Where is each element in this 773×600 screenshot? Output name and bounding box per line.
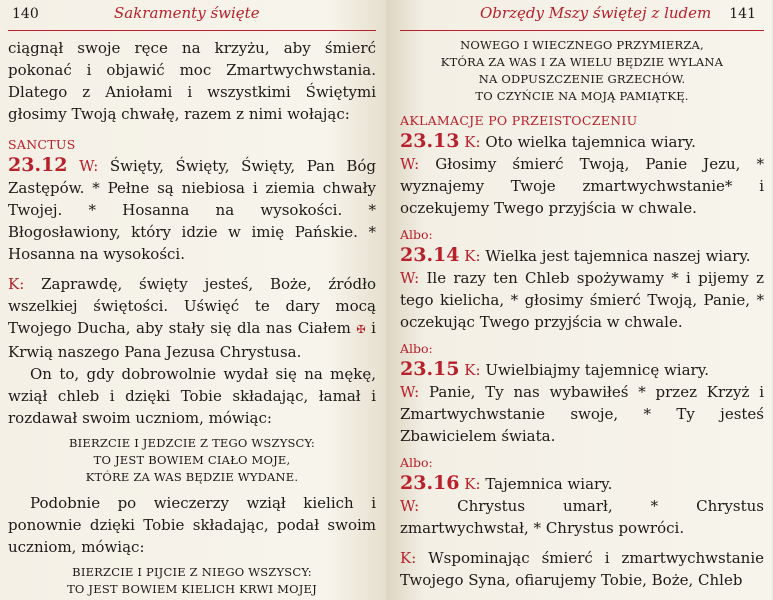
section-number: 23.15 bbox=[400, 358, 460, 380]
epiclesis-text-b: i Krwią naszego Pana Jezusa Chrystusa. bbox=[8, 319, 376, 361]
cup-line: TO JEST BOWIEM KIELICH KRWI MOJEJ bbox=[67, 582, 317, 596]
acclamation-text: Głosimy śmierć Twoją, Panie Jezu, * wyznajemy Twoje zmartwychwstanie* i oczekujemy Twego przyjścia w chwale. bbox=[400, 155, 764, 217]
albo-label: Albo: bbox=[400, 227, 433, 242]
acclamation-15-priest bbox=[400, 358, 764, 381]
anamnesis-text: Wspominając śmierć i zmartwychwstanie Twojego Syna, ofiarujemy Tobie, Boże, Chleb bbox=[400, 549, 764, 589]
acclamation-text: Oto wielka tajemnica wiary. bbox=[485, 133, 696, 151]
acclamation-text: Panie, Ty nas wybawiłeś * przez Krzyż i Zmartwychwstanie swoje, * Ty jesteś Zbawicielem świata. bbox=[400, 383, 764, 445]
priest-marker: K: bbox=[464, 475, 481, 493]
bread-line: TO JEST BOWIEM CIAŁO MOJE, bbox=[93, 453, 291, 467]
epiclesis-text-a: Zaprawdę, święty jesteś, Boże, źródło wszelkiej świętości. Uświęć te dary mocą Twojego Ducha, aby stały się dla nas Ciałem bbox=[8, 275, 376, 337]
right-page bbox=[386, 0, 772, 600]
cup-line: TO CZYŃCIE NA MOJĄ PAMIĄTKĘ. bbox=[475, 89, 689, 103]
cross-icon: ✠ bbox=[356, 323, 366, 336]
sanctus-paragraph bbox=[8, 154, 376, 265]
acclamation-16-people bbox=[400, 495, 764, 539]
anamnesis-paragraph bbox=[400, 547, 764, 591]
response-marker: W: bbox=[400, 383, 420, 401]
acclamation-text: Uwielbiajmy tajemnicę wiary. bbox=[485, 361, 709, 379]
section-number: 23.12 bbox=[8, 154, 68, 176]
right-page-number: 141 bbox=[729, 6, 756, 22]
cup-line: KTÓRA ZA WAS I ZA WIELU BĘDZIE WYLANA bbox=[440, 55, 724, 69]
priest-marker: K: bbox=[400, 549, 417, 567]
left-page-header bbox=[8, 0, 376, 31]
response-marker: W: bbox=[400, 497, 420, 515]
acclamation-16-priest bbox=[400, 472, 764, 495]
cup-line: BIERZCIE I PIJCIE Z NIEGO WSZYSCY: bbox=[72, 565, 312, 579]
bread-words bbox=[8, 435, 376, 486]
response-marker: W: bbox=[400, 155, 420, 173]
acclamation-13-people bbox=[400, 153, 764, 219]
albo-label: Albo: bbox=[400, 455, 433, 470]
left-page-number: 140 bbox=[12, 6, 39, 22]
acclamation-text: Wielka jest tajemnica naszej wiary. bbox=[485, 247, 751, 265]
preface-paragraph: ciągnął swoje ręce na krzyżu, aby śmierć pokonać i objawić moc Zmartwychwstania. Dlatego z Aniołami i wszystkimi Świętymi głosimy Twoją chwałę, razem z nimi wołając: bbox=[8, 39, 376, 123]
section-number: 23.14 bbox=[400, 244, 460, 266]
acclamation-15-people bbox=[400, 381, 764, 447]
acclamations-heading: AKLAMACJE PO PRZEISTOCZENIU bbox=[400, 113, 638, 128]
priest-marker: K: bbox=[464, 247, 481, 265]
acclamation-13-priest bbox=[400, 130, 764, 153]
acclamation-text: Chrystus umarł, * Chrystus zmartwychwstał, * Chrystus powróci. bbox=[400, 497, 764, 537]
acclamation-text: Ile razy ten Chleb spożywamy * i pijemy z tego kielicha, * głosimy śmierć Twoją, Panie, * oczekując Twego przyjścia w chwale. bbox=[400, 269, 764, 331]
acclamation-14-priest bbox=[400, 244, 764, 267]
cup-paragraph: Podobnie po wieczerzy wziął kielich i ponownie dzięki Tobie składając, podał swoim uczniom, mówiąc: bbox=[8, 494, 376, 556]
priest-marker: K: bbox=[464, 361, 481, 379]
institution-paragraph: On to, gdy dobrowolnie wydał się na mękę, wziął chleb i dzięki Tobie składając, łamał i rozdawał swoim uczniom, mówiąc: bbox=[8, 365, 376, 427]
priest-marker: K: bbox=[8, 275, 25, 293]
right-running-title: Obrzędy Mszy świętej z ludem bbox=[480, 4, 712, 22]
response-marker: W: bbox=[79, 157, 99, 175]
acclamation-14-people bbox=[400, 267, 764, 333]
albo-label: Albo: bbox=[400, 341, 433, 356]
section-number: 23.13 bbox=[400, 130, 460, 152]
left-page bbox=[0, 0, 386, 600]
right-page-header bbox=[400, 0, 764, 31]
cup-line: NA ODPUSZCZENIE GRZECHÓW. bbox=[478, 72, 686, 86]
bread-line: KTÓRE ZA WAS BĘDZIE WYDANE. bbox=[85, 470, 299, 484]
sanctus-heading: SANCTUS bbox=[8, 137, 76, 152]
sanctus-text: Święty, Święty, Święty, Pan Bóg Zastępów. * Pełne są niebiosa i ziemia chwały Twojej. * Hosanna na wysokości. * Błogosławiony, który idzie w imię Pańskie. * Hosanna na wysokości. bbox=[8, 157, 376, 263]
epiclesis-paragraph bbox=[8, 273, 376, 363]
bread-line: BIERZCIE I JEDZCIE Z TEGO WSZYSCY: bbox=[68, 436, 316, 450]
cup-words bbox=[8, 564, 376, 598]
cup-words-continued bbox=[400, 37, 764, 105]
cup-line: NOWEGO I WIECZNEGO PRZYMIERZA, bbox=[460, 38, 704, 52]
response-marker: W: bbox=[400, 269, 420, 287]
priest-marker: K: bbox=[464, 133, 481, 151]
left-running-title: Sakramenty święte bbox=[114, 4, 260, 22]
section-number: 23.16 bbox=[400, 472, 460, 494]
acclamation-text: Tajemnica wiary. bbox=[485, 475, 613, 493]
